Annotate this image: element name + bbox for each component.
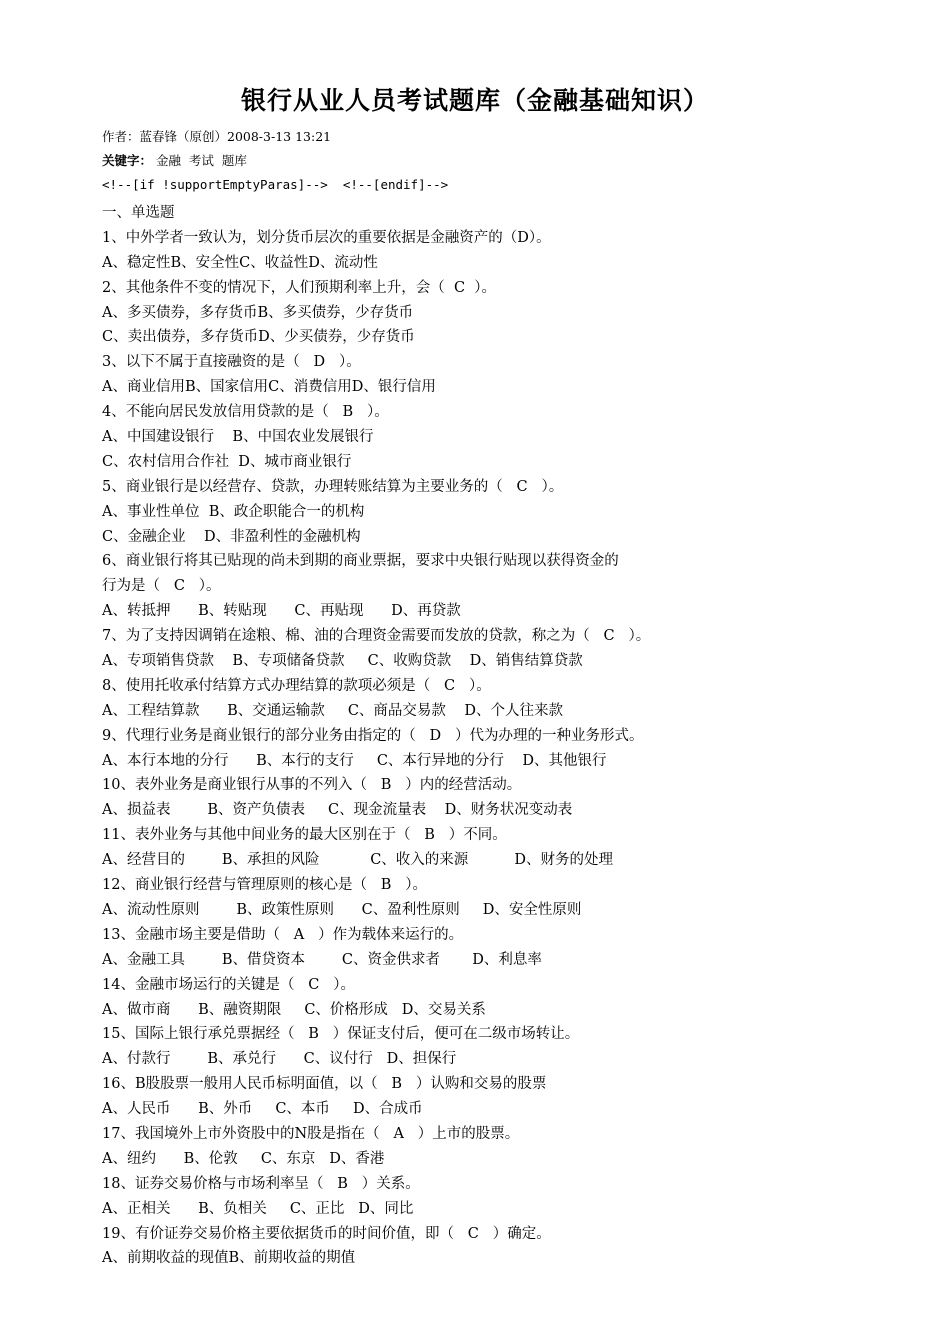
text-line: A、流动性原则 B、政策性原则 C、盈利性原则 D、安全性原则 [102,901,582,918]
text-line: 8、使用托收承付结算方式办理结算的款项必须是（ C ）。 [102,677,491,694]
text-line: 14、金融市场运行的关键是（ C ）。 [102,976,355,993]
author-line: 作者：蓝春锋（原创）2008-3-13 13:21 [102,129,332,144]
text-line: A、事业性单位 B、政企职能合一的机构 [102,503,365,520]
text-line: A、损益表 B、资产负债表 C、现金流量表 D、财务状况变动表 [102,802,573,819]
document-title: 银行从业人员考试题库（金融基础知识） [240,86,709,115]
text-line: A、本行本地的分行 B、本行的支行 C、本行异地的分行 D、其他银行 [102,752,607,769]
text-line: A、工程结算款 B、交通运输款 C、商品交易款 D、个人往来款 [102,702,563,719]
keywords-label: 关键字： [102,153,153,168]
text-line: 1、中外学者一致认为，划分货币层次的重要依据是金融资产的（D）。 [102,229,551,246]
text-line: A、多买债券，多存货币B、多买债券，少存货币 [102,304,414,321]
text-line: 19、有价证券交易价格主要依据货币的时间价值，即（ C ）确定。 [102,1225,551,1242]
text-line: 7、为了支持因调销在途粮、棉、油的合理资金需要而发放的贷款，称之为（ C ）。 [102,628,651,645]
section-heading: 一、单选题 [102,205,175,221]
text-line: 行为是（ C ）。 [102,578,221,595]
text-line: 13、金融市场主要是借助（ A ）作为载体来运行的。 [102,926,464,943]
text-line: 11、表外业务与其他中间业务的最大区别在于（ B ）不同。 [102,827,507,844]
text-line: 10、表外业务是商业银行从事的不列入（ B ）内的经营活动。 [102,777,522,794]
text-line: 9、代理行业务是商业银行的部分业务由指定的（ D ）代为办理的一种业务形式。 [102,727,644,744]
text-line: A、经营目的 B、承担的风险 C、收入的来源 D、财务的处理 [102,852,614,869]
text-line: A、转抵押 B、转贴现 C、再贴现 D、再贷款 [102,603,461,620]
text-line: A、稳定性B、安全性C、收益性D、流动性 [102,254,378,271]
text-line: C、卖出债券，多存货币D、少买债券，少存货币 [102,329,415,346]
text-line: A、前期收益的现值B、前期收益的期值 [102,1250,356,1267]
text-line: 3、以下不属于直接融资的是（ D ）。 [102,354,361,371]
text-line: A、正相关 B、负相关 C、正比 D、同比 [102,1200,414,1217]
text-line: 18、证券交易价格与市场利率呈（ B ）关系。 [102,1175,420,1192]
text-line: A、人民币 B、外币 C、本币 D、合成币 [102,1101,423,1118]
text-line: A、金融工具 B、借贷资本 C、资金供求者 D、利息率 [102,951,542,968]
text-line: C、金融企业 D、非盈利性的金融机构 [102,528,361,545]
text-line: A、付款行 B、承兑行 C、议付行 D、担保行 [102,1051,457,1068]
text-line: A、做市商 B、融资期限 C、价格形成 D、交易关系 [102,1001,486,1018]
text-line: 15、国际上银行承兑票据经（ B ）保证支付后，便可在二级市场转让。 [102,1026,580,1043]
keywords-value: 金融 考试 题库 [152,153,247,168]
html-comment-line: <!--[if !supportEmptyParas]--> <!--[endif]--> [102,177,449,192]
text-line: 12、商业银行经营与管理原则的核心是（ B ）。 [102,877,428,894]
text-line: 4、不能向居民发放信用贷款的是（ B ）。 [102,404,389,421]
text-line: 5、商业银行是以经营存、贷款，办理转账结算为主要业务的（ C ）。 [102,478,564,495]
question-list [102,201,882,1271]
text-line: 17、我国境外上市外资股中的N股是指在（ A ）上市的股票。 [102,1125,520,1142]
text-line: 6、商业银行将其已贴现的尚未到期的商业票据，要求中央银行贴现以获得资金的 [102,553,619,570]
text-line: A、纽约 B、伦敦 C、东京 D、香港 [102,1150,385,1167]
text-line: C、农村信用合作社 D、城市商业银行 [102,453,352,470]
text-line: A、中国建设银行 B、中国农业发展银行 [102,429,374,446]
text-line: A、专项销售贷款 B、专项储备贷款 C、收购贷款 D、销售结算贷款 [102,653,583,670]
text-line: A、商业信用B、国家信用C、消费信用D、银行信用 [102,379,436,396]
keywords-line [102,151,247,171]
text-line: 16、B股股票一般用人民币标明面值，以（ B ）认购和交易的股票 [102,1076,547,1093]
text-line: 2、其他条件不变的情况下，人们预期利率上升，会（ C ）。 [102,279,497,296]
